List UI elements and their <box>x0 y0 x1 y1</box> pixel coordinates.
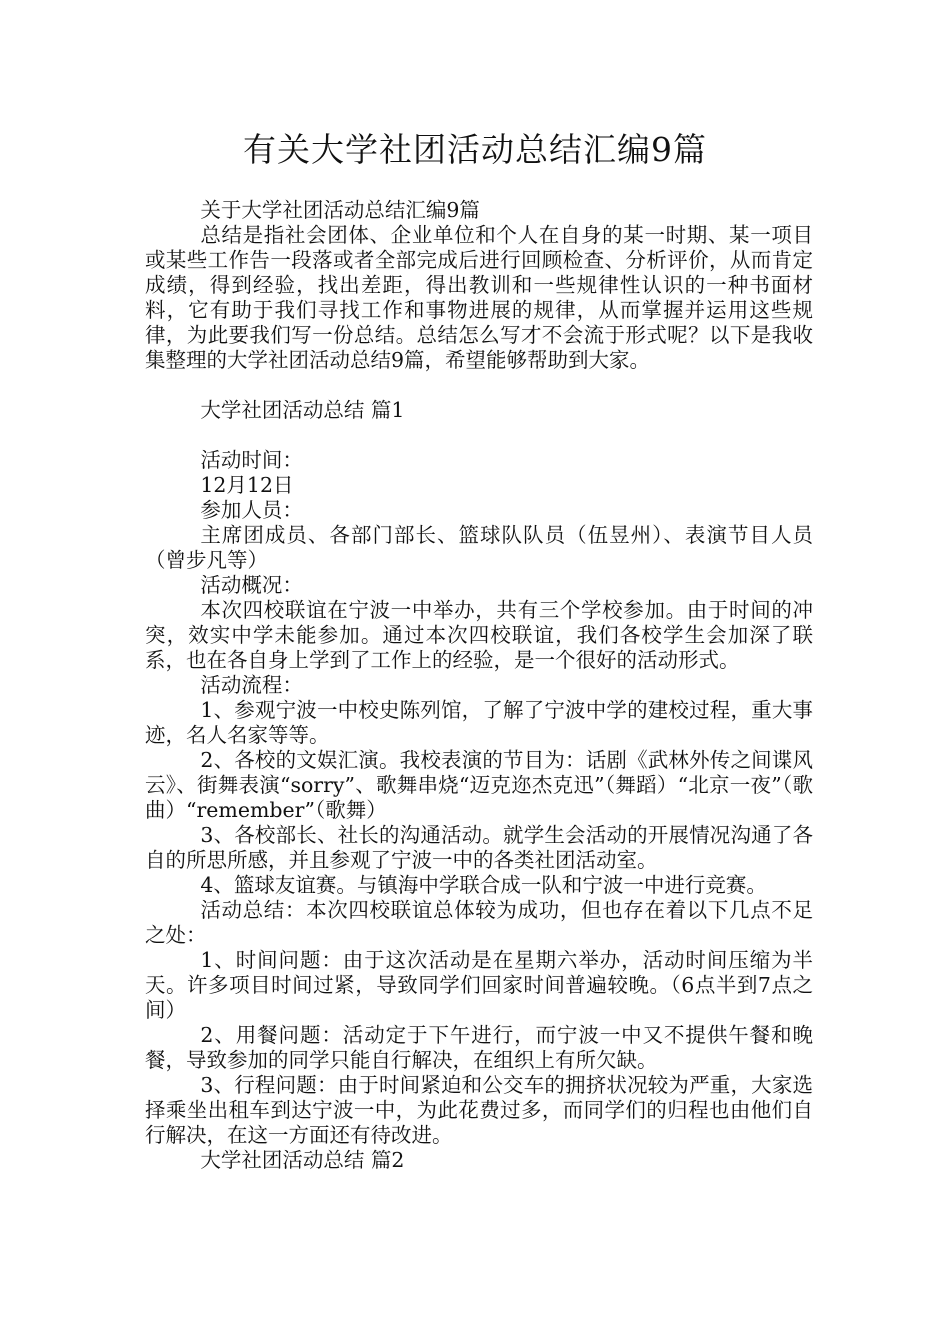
issue-item-2: 2、用餐问题：活动定于下午进行，而宁波一中又不提供午餐和晚餐，导致参加的同学只能自行解决，在组织上有所欠缺。 <box>145 1023 813 1072</box>
process-item-4: 4、篮球友谊赛。与镇海中学联合成一队和宁波一中进行竞赛。 <box>200 873 767 897</box>
subtitle-paragraph: 关于大学社团活动总结汇编9篇 <box>200 198 480 222</box>
overview-label: 活动概况： <box>200 573 303 597</box>
paragraph-gap <box>145 423 813 448</box>
process-label: 活动流程： <box>200 673 303 697</box>
section-heading-2: 大学社团活动总结 篇2 <box>200 1148 405 1172</box>
issue-item-3: 3、行程问题：由于时间紧迫和公交车的拥挤状况较为严重，大家选择乘坐出租车到达宁波一中，为此花费过多，而同学们的归程也由他们自行解决，在这一方面还有待改进。 <box>145 1073 813 1147</box>
process-item-3: 3、各校部长、社长的沟通活动。就学生会活动的开展情况沟通了各自的所思所感，并且参观了宁波一中的各类社团活动室。 <box>145 823 813 872</box>
overview-text: 本次四校联谊在宁波一中举办，共有三个学校参加。由于时间的冲突，效实中学未能参加。通过本次四校联谊，我们各校学生会加深了联系，也在各自身上学到了工作上的经验，是一个很好的活动形式。 <box>145 598 813 672</box>
activity-date: 12月12日 <box>200 473 294 497</box>
activity-time-label: 活动时间： <box>200 448 303 472</box>
document-body <box>145 198 813 1173</box>
process-item-2: 2、各校的文娱汇演。我校表演的节目为：话剧《武林外传之间谍风云》、街舞表演“sorry”、歌舞串烧“迈克迩杰克迅”（舞蹈）“北京一夜”（歌曲）“remember”（歌舞） <box>145 748 813 822</box>
summary-text: 活动总结：本次四校联谊总体较为成功，但也存在着以下几点不足之处： <box>145 898 813 947</box>
issue-item-1: 1、时间问题：由于这次活动是在星期六举办，活动时间压缩为半天。许多项目时间过紧，导致同学们回家时间普遍较晚。（6点半到7点之间） <box>145 948 813 1022</box>
process-item-1: 1、参观宁波一中校史陈列馆，了解了宁波中学的建校过程，重大事迹，名人名家等等。 <box>145 698 813 747</box>
participants-text: 主席团成员、各部门部长、篮球队队员（伍昱州）、表演节目人员（曾步凡等） <box>145 523 813 572</box>
paragraph-gap <box>145 373 813 398</box>
intro-paragraph: 总结是指社会团体、企业单位和个人在自身的某一时期、某一项目或某些工作告一段落或者全部完成后进行回顾检查、分析评价，从而肯定成绩，得到经验，找出差距，得出教训和一些规律性认识的一种书面材料，它有助于我们寻找工作和事物进展的规律，从而掌握并运用这些规律，为此要我们写一份总结。总结怎么写才不会流于形式呢？以下是我收集整理的大学社团活动总结9篇，希望能够帮助到大家。 <box>145 223 813 372</box>
participants-label: 参加人员： <box>200 498 303 522</box>
section-heading-1: 大学社团活动总结 篇1 <box>200 398 405 422</box>
document-title: 有关大学社团活动总结汇编9篇 <box>243 130 707 169</box>
